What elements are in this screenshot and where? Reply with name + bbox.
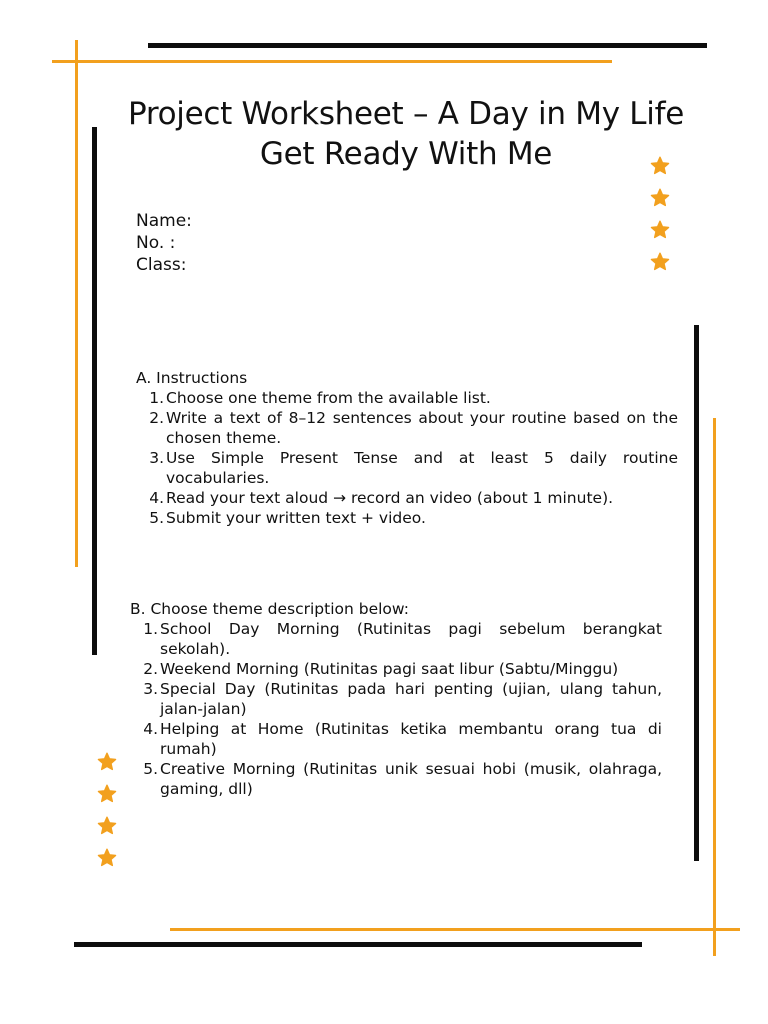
list-item: 5. Creative Morning (Rutinitas unik sesuai hobi (musik, olahraga, gaming, dll) bbox=[143, 760, 662, 798]
list-item: 3. Special Day (Rutinitas pada hari penting (ujian, ulang tahun, jalan-jalan) bbox=[143, 680, 662, 718]
list-item: 3. Use Simple Present Tense and at least 5 daily routine vocabularies. bbox=[149, 449, 678, 487]
themes-heading: B. Choose theme description below: bbox=[130, 600, 409, 618]
star-icon bbox=[96, 751, 118, 773]
list-item: 5. Submit your written text + video. bbox=[149, 509, 426, 527]
star-icon bbox=[649, 155, 671, 177]
star-icon bbox=[96, 783, 118, 805]
star-icon bbox=[96, 847, 118, 869]
star-icon bbox=[649, 219, 671, 241]
bottom-orange-line bbox=[170, 928, 740, 931]
themes-list bbox=[130, 619, 662, 799]
themes-section bbox=[130, 599, 662, 799]
instructions-list bbox=[136, 388, 678, 528]
top-orange-line bbox=[52, 60, 612, 63]
list-item: 4. Read your text aloud → record an video (about 1 minute). bbox=[149, 489, 614, 507]
page-title bbox=[100, 94, 712, 174]
right-black-line bbox=[694, 325, 699, 861]
top-black-line bbox=[148, 43, 707, 48]
instructions-heading: A. Instructions bbox=[136, 369, 248, 387]
title-line-1: Project Worksheet – A Day in My Life bbox=[128, 96, 684, 132]
number-field-label: No. : bbox=[136, 233, 176, 253]
list-item: 1. School Day Morning (Rutinitas pagi sebelum berangkat sekolah). bbox=[143, 620, 662, 658]
left-orange-line bbox=[75, 40, 78, 567]
right-orange-line bbox=[713, 418, 716, 956]
star-icon bbox=[649, 251, 671, 273]
student-fields bbox=[136, 210, 192, 276]
list-item: 2. Write a text of 8–12 sentences about your routine based on the chosen theme. bbox=[149, 409, 678, 447]
left-black-line bbox=[92, 127, 97, 655]
bottom-black-line bbox=[74, 942, 642, 947]
instructions-section bbox=[136, 368, 678, 528]
star-icon bbox=[649, 187, 671, 209]
list-item: 2. Weekend Morning (Rutinitas pagi saat libur (Sabtu/Minggu) bbox=[143, 660, 619, 678]
star-icon bbox=[96, 815, 118, 837]
title-line-2: Get Ready With Me bbox=[259, 136, 553, 172]
list-item: 1. Choose one theme from the available list. bbox=[149, 389, 491, 407]
name-field-label: Name: bbox=[136, 211, 192, 231]
list-item: 4. Helping at Home (Rutinitas ketika membantu orang tua di rumah) bbox=[143, 720, 662, 758]
class-field-label: Class: bbox=[136, 255, 187, 275]
